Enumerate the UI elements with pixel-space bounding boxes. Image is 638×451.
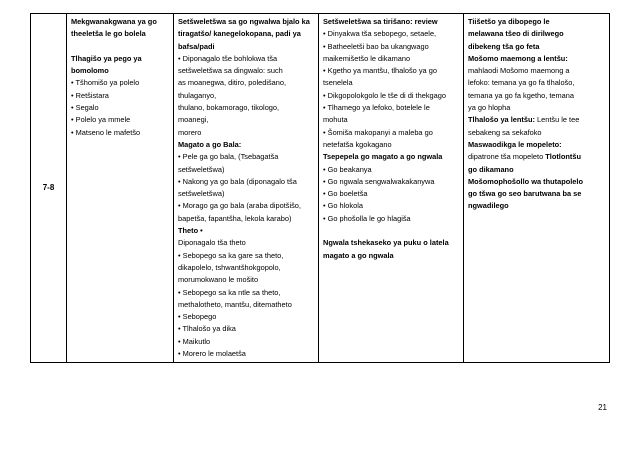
text-line: ya go hlopha bbox=[468, 103, 511, 113]
text-line: Setšweletšwa sa go ngwalwa bjalo ka bbox=[178, 17, 310, 26]
text-line: • Maikutlo bbox=[178, 336, 211, 346]
text-line: morumokwano le mošito bbox=[178, 275, 259, 285]
text-line: ngwadilego bbox=[468, 201, 509, 211]
week-cell: 7-8 bbox=[31, 14, 67, 363]
text-line: moanegi, bbox=[178, 115, 209, 125]
lesson-plan-table bbox=[30, 13, 610, 363]
text-line: melawana tšeo di dirilwego bbox=[468, 29, 564, 39]
text-line: • Pele ga go bala, (Tsebagatša bbox=[178, 152, 279, 162]
text-line: thulaganyo, bbox=[178, 90, 217, 100]
text-line: tsenelela bbox=[323, 78, 353, 88]
text-line: dikapolelo, tshwantšhokgopolo, bbox=[178, 262, 281, 272]
text-line: • Tlhamego ya lefoko, botelele le bbox=[323, 103, 430, 113]
text-line: • Tlhalošo ya dika bbox=[178, 324, 236, 334]
text-line bbox=[71, 41, 169, 53]
text-line: setšweletšwa) bbox=[178, 164, 225, 174]
text-line bbox=[323, 225, 459, 237]
text-line: theeletša le go bolela bbox=[71, 29, 146, 39]
text-line: Mošomophošollo wa thutapolelo bbox=[468, 176, 583, 186]
text-line: • Dinyakwa tša sebopego, setaele, bbox=[323, 29, 437, 39]
text-line: mahlaodi Mošomo maemong a bbox=[468, 66, 570, 76]
text-line: • Morero le molaetša bbox=[178, 349, 246, 359]
listening-speaking-cell bbox=[67, 14, 174, 363]
text-line: setšweletšwa sa dingwalo: such bbox=[178, 66, 283, 76]
text-line: • Kgetho ya mantšu, tlhalošo ya go bbox=[323, 66, 437, 76]
text-line: • Sebopego bbox=[178, 312, 217, 322]
text-line: go tšwa go seo barutwana ba se bbox=[468, 189, 582, 199]
text-line: temana ya go fa kgetho, temana bbox=[468, 90, 575, 100]
text-line: • Segalo bbox=[71, 103, 99, 113]
text-line: • Diponagalo tše bohlokwa tša bbox=[178, 53, 278, 63]
text-line: • Polelo ya mmele bbox=[71, 115, 131, 125]
text-line: Tlhalošo ya lentšu: Lentšu le tee bbox=[468, 115, 580, 125]
text-line: methalotheto, mantšu, ditematheto bbox=[178, 299, 292, 309]
text-line: Mekgwanakgwana ya go bbox=[71, 17, 157, 26]
text-line: magato a go ngwala bbox=[323, 250, 394, 260]
text-line: netefatša kgokagano bbox=[323, 139, 392, 149]
text-line: • Nakong ya go bala (diponagalo tša bbox=[178, 176, 297, 186]
text-line: thulano, bokamorago, tikologo, bbox=[178, 103, 280, 113]
text-line: Setšweletšwa sa tirišano: review bbox=[323, 17, 438, 26]
text-line: bapetša, fapantšha, lekola karabo) bbox=[178, 213, 292, 223]
text-line: • Sebopego sa ka gare sa theto, bbox=[178, 250, 284, 260]
text-line: dipatrone tša mopeleto Tlotlontšu bbox=[468, 152, 581, 162]
text-line: tiragatšo/ kanegelokopana, padi ya bbox=[178, 29, 301, 39]
text-line: sebakeng sa sekafoko bbox=[468, 127, 542, 137]
text-line: Mošomo maemong a lentšu: bbox=[468, 53, 568, 63]
text-line: • Go boeletša bbox=[323, 189, 368, 199]
text-line: bafsa/padi bbox=[178, 41, 215, 51]
text-line: • Šomiša makopanyi a maleba go bbox=[323, 127, 433, 137]
text-line: • Go phošolla le go hlagiša bbox=[323, 213, 411, 223]
page-number: 21 bbox=[598, 403, 607, 412]
text-line: go dikamano bbox=[468, 164, 514, 174]
text-line: lefoko: temana ya go fa tlhalošo, bbox=[468, 78, 575, 88]
text-line: dibekeng tša go feta bbox=[468, 41, 540, 51]
text-line: Tiišetšo ya dibopego le bbox=[468, 17, 550, 26]
text-line: Tsepepela go magato a go ngwala bbox=[323, 152, 443, 162]
text-line: Theto • bbox=[178, 226, 203, 236]
text-line: setšweletšwa) bbox=[178, 189, 225, 199]
text-line: • Dikgopolokgolo le tše di di thekgago bbox=[323, 90, 446, 100]
text-line: Ngwala tshekaseko ya puku o latela bbox=[323, 238, 449, 248]
text-line: • Matseno le mafetšo bbox=[71, 127, 141, 137]
text-line: • Tšhomišo ya polelo bbox=[71, 78, 140, 88]
text-line: • Go ngwala sengwalwakakanywa bbox=[323, 176, 435, 186]
reading-viewing-cell bbox=[174, 14, 319, 363]
text-line: • Go beakanya bbox=[323, 164, 372, 174]
text-line: Tlhagišo ya pego ya bbox=[71, 53, 142, 63]
text-line: maikemišetšo le dikamano bbox=[323, 53, 411, 63]
text-line: as moanegwa, ditiro, poledišano, bbox=[178, 78, 287, 88]
text-line: Magato a go Bala: bbox=[178, 139, 242, 149]
writing-presenting-cell bbox=[319, 14, 464, 363]
text-line: • Retšistara bbox=[71, 90, 109, 100]
table-row bbox=[31, 14, 610, 363]
text-line: Maswaodikga le mopeleto: bbox=[468, 139, 562, 149]
text-line: • Morago ga go bala (araba dipotšišo, bbox=[178, 201, 301, 211]
text-line: mohuta bbox=[323, 115, 348, 125]
text-line: • Go hlokola bbox=[323, 201, 363, 211]
text-line: morero bbox=[178, 127, 202, 137]
text-line: • Sebopego sa ka ntle sa theto, bbox=[178, 287, 281, 297]
text-line: bomolomo bbox=[71, 66, 109, 76]
text-line: • Batheeletši bao ba ukangwago bbox=[323, 41, 429, 51]
text-line: Diponagalo tša theto bbox=[178, 238, 246, 248]
language-structures-cell bbox=[464, 14, 610, 363]
